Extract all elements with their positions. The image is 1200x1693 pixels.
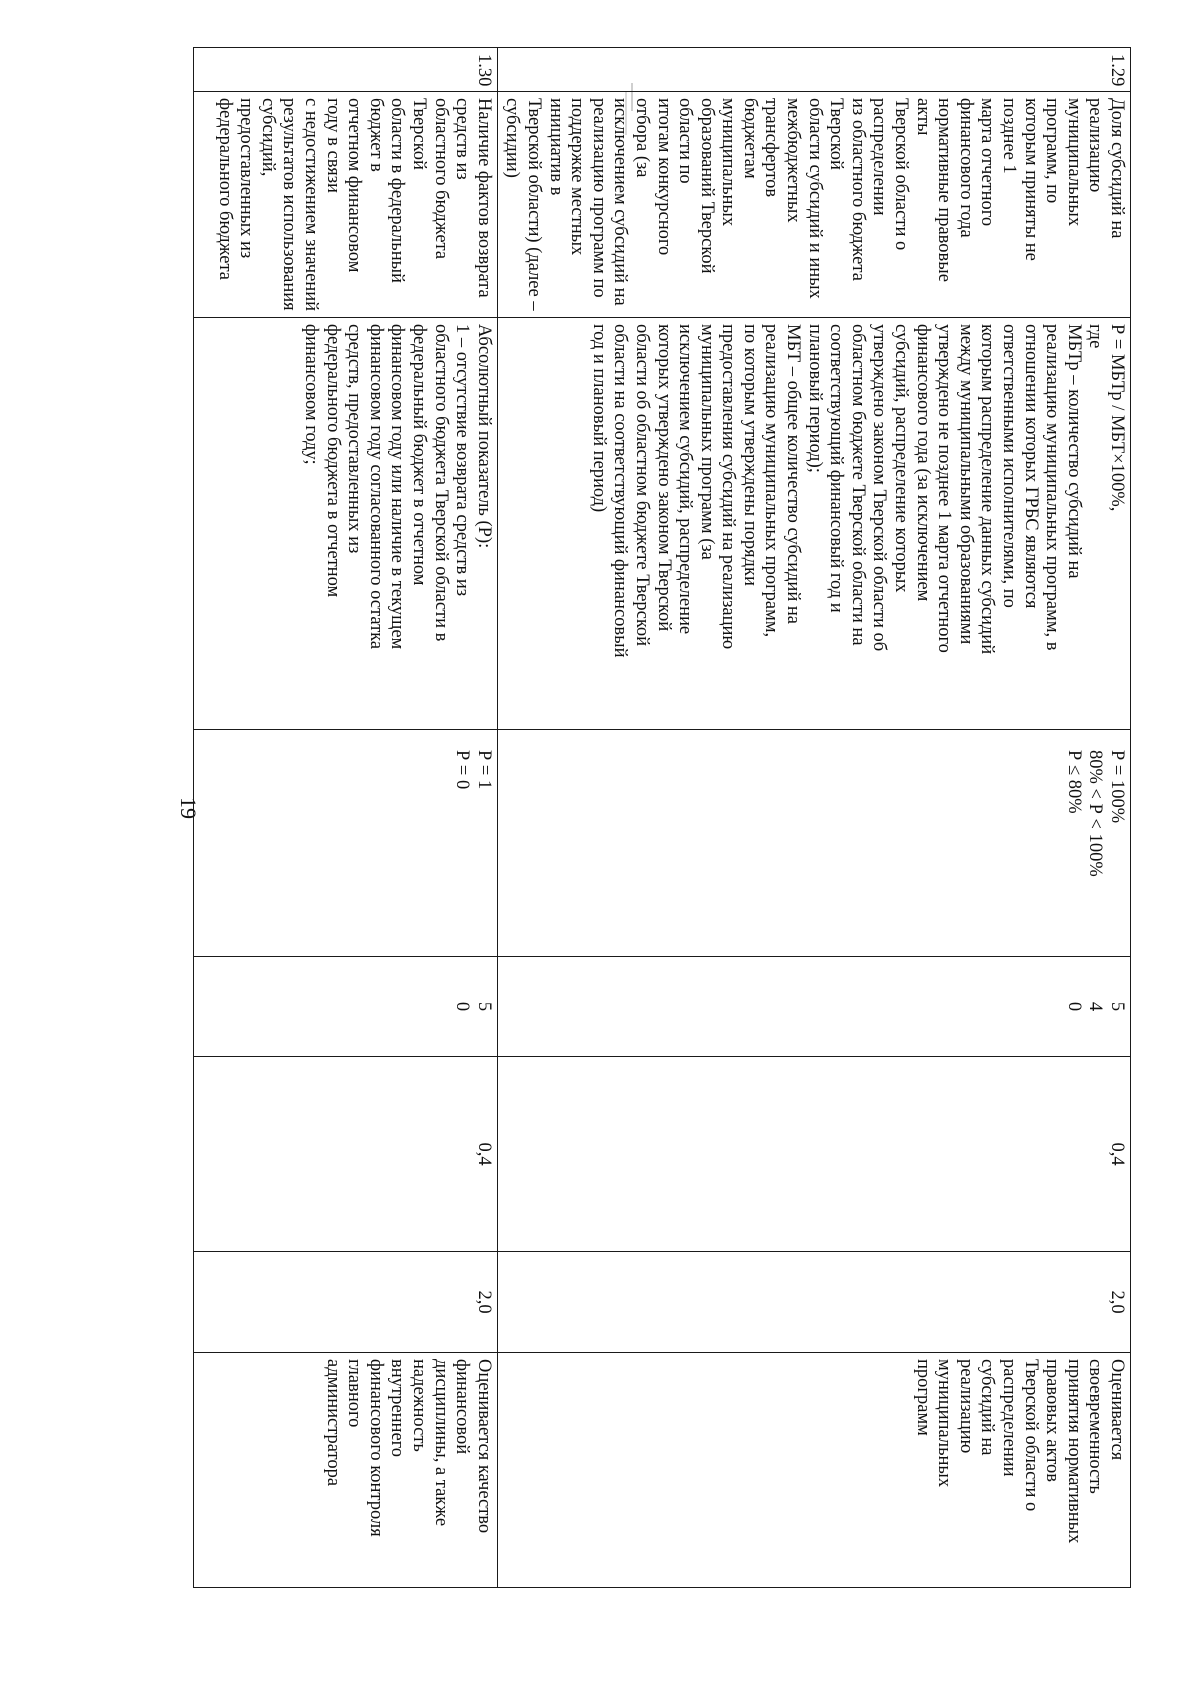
- comment-line: своевременность: [1085, 1359, 1106, 1494]
- comment-line: принятия нормативных: [1063, 1359, 1084, 1544]
- max-score-cell: [193, 1252, 497, 1353]
- indicator-name-line: Тверской области о распределении: [869, 98, 912, 255]
- comment-line: Оценивается качество: [473, 1359, 494, 1534]
- formula-line: субсидий, распределение которых: [891, 324, 912, 593]
- comment-line: финансового контроля: [365, 1359, 386, 1537]
- indicator-name-line: исключением субсидий на: [610, 98, 631, 306]
- comment-line: субсидий на: [977, 1359, 998, 1456]
- formula-line: финансовом году согласованного остатка: [365, 324, 386, 650]
- comment-cell: [193, 1353, 497, 1588]
- indicator-name-line: межбюджетных трансфертов: [761, 98, 804, 228]
- condition-line: Р = 1: [473, 750, 494, 790]
- formula-line: областного бюджета Тверской области в: [430, 324, 451, 642]
- formula-line: федерального бюджета в отчетном: [322, 324, 343, 598]
- weight-value: 0,4: [1107, 1142, 1127, 1166]
- comment-line: внутреннего: [387, 1359, 408, 1458]
- table-row: [497, 48, 1130, 1588]
- formula-line: областном бюджете Тверской области на: [847, 324, 868, 646]
- comment-line: надежность: [409, 1359, 429, 1452]
- indicator-name-line: федерального бюджета: [214, 98, 235, 281]
- formula-line: отношении которых ГРБС являются: [1020, 324, 1041, 609]
- comment-line: Оценивается: [1107, 1359, 1127, 1461]
- formula-line: Р = МБТр / МБТ×100%,: [1107, 324, 1127, 512]
- formula-line: соответствующий финансовый год и: [826, 324, 847, 613]
- comment-line: программ: [912, 1359, 933, 1436]
- formula-cell: [193, 318, 497, 730]
- formula-line: МБТр – количество субсидий на: [1063, 324, 1084, 579]
- indicator-name-line: нормативные правовые акты: [912, 98, 955, 287]
- formula-line: плановый период);: [804, 324, 825, 473]
- weight-cell: [497, 1057, 1130, 1252]
- condition-line-group: [451, 736, 494, 950]
- max-score-value: 2,0: [473, 1290, 494, 1314]
- row-number-cell: [497, 48, 1130, 92]
- indicator-name-line: субсидий, предоставленных из: [236, 98, 278, 259]
- formula-line: год и плановый период): [588, 324, 609, 513]
- indicator-name-line: которым приняты не позднее 1: [999, 98, 1041, 266]
- formula-line: финансовом году или наличие в текущем: [387, 324, 408, 650]
- formula-line: реализацию муниципальных программ, в: [1042, 324, 1063, 651]
- formula-line: по которым утверждены порядки: [739, 324, 760, 586]
- indicator-name-line: Наличие фактов возврата средств из: [452, 98, 494, 303]
- comment-line: реализацию: [955, 1359, 976, 1454]
- comment-line: Тверской области о: [1020, 1359, 1041, 1512]
- formula-line: утверждено не позднее 1 марта отчетного: [934, 324, 955, 653]
- formula-line: исключением субсидий, распределение: [675, 324, 696, 635]
- condition-line: Р = 100%: [1107, 750, 1127, 824]
- formula-line: которых утверждено законом Тверской: [653, 324, 674, 632]
- table-row: [193, 48, 497, 1588]
- indicator-name-cell: [497, 92, 1130, 318]
- comment-cell: [497, 1353, 1130, 1588]
- indicator-name-line: отчетном финансовом году в связи: [322, 98, 365, 278]
- indicator-name-line: областного бюджета Тверской: [409, 98, 451, 264]
- formula-line: ответственными исполнителями, по: [999, 324, 1020, 608]
- page-number: 19: [176, 797, 201, 819]
- score-cell: [497, 957, 1130, 1057]
- condition-cell: [193, 730, 497, 957]
- max-score-cell: [497, 1252, 1130, 1353]
- formula-line: финансовом году;: [301, 324, 322, 465]
- indicator-name-line: субсидии): [502, 98, 523, 178]
- score-line: 0: [452, 1001, 473, 1012]
- indicator-name-line: результатов использования: [279, 98, 300, 311]
- row-number: 1.29: [1107, 54, 1127, 87]
- document-table-frame: [214, 47, 1131, 1587]
- formula-line: области на соответствующий финансовый: [610, 324, 631, 658]
- weight-value: 0,4: [473, 1142, 494, 1166]
- row-number-cell: [193, 48, 497, 92]
- row-number: 1.30: [473, 54, 494, 87]
- score-cell: [193, 957, 497, 1057]
- indicator-name-line: муниципальных программ, по: [1042, 98, 1084, 231]
- condition-line-group: [1062, 736, 1127, 950]
- formula-line: муниципальных программ (за: [696, 324, 717, 560]
- formula-line: финансового года (за исключением: [912, 324, 933, 602]
- indicator-name-line: Доля субсидий на реализацию: [1085, 98, 1127, 244]
- comment-line: распределении: [999, 1359, 1020, 1477]
- formula-line: которым распределение данных субсидий: [977, 324, 998, 655]
- indicator-name-line: с недостижением значений: [301, 98, 322, 312]
- formula-line: где: [1085, 324, 1106, 349]
- indicator-name-line: образований Тверской области по: [675, 98, 717, 279]
- comment-line: дисциплины, а также: [430, 1359, 451, 1527]
- formula-line: области об областном бюджете Тверской: [631, 324, 652, 647]
- indicator-name-line: итогам конкурсного отбора (за: [631, 98, 674, 260]
- weight-cell: [193, 1057, 497, 1252]
- score-line: 5: [1107, 1001, 1127, 1012]
- indicator-name-line: из областного бюджета Тверской: [826, 98, 868, 286]
- formula-line: Абсолютный показатель (Р):: [473, 324, 494, 549]
- formula-line: 1 – отсутствие возврата средств из: [452, 324, 473, 597]
- condition-cell: [497, 730, 1130, 957]
- comment-line: муниципальных: [934, 1359, 955, 1488]
- indicator-name-cell: [193, 92, 497, 318]
- indicator-name-line: реализацию программ по: [588, 98, 609, 298]
- indicator-name-line: Тверской области) (далее –: [523, 98, 544, 311]
- score-line: 0: [1063, 1001, 1084, 1012]
- formula-line: утверждено законом Тверской области об: [869, 324, 890, 652]
- score-line: 4: [1085, 1001, 1106, 1012]
- formula-line: между муниципальными образованиями: [955, 324, 976, 645]
- formula-line: федеральный бюджет в отчетном: [409, 324, 429, 586]
- comment-line: правовых актов: [1042, 1359, 1063, 1483]
- indicator-name-line: области в федеральный бюджет в: [365, 98, 408, 288]
- indicator-name-line: марта отчетного финансового года: [955, 98, 998, 238]
- condition-line: 80% < Р < 100%: [1085, 750, 1106, 877]
- comment-line: администратора: [322, 1359, 343, 1487]
- formula-line: реализацию муниципальных программ,: [761, 324, 782, 638]
- indicator-name-line: области субсидий и иных: [804, 98, 825, 299]
- formula-line: МБТ – общее количество субсидий на: [783, 324, 804, 624]
- indicator-name-line: бюджетам муниципальных: [718, 98, 760, 227]
- condition-line: Р ≤ 80%: [1063, 750, 1084, 814]
- condition-line: Р = 0: [452, 750, 473, 790]
- formula-line: средств, предоставленных из: [344, 324, 365, 554]
- formula-line: предоставления субсидий на реализацию: [718, 324, 739, 650]
- indicator-name-line: поддержке местных инициатив в: [545, 98, 588, 260]
- formula-cell: [497, 318, 1130, 730]
- comment-line: финансовой: [452, 1359, 473, 1455]
- max-score-value: 2,0: [1107, 1290, 1127, 1314]
- comment-line: главного: [344, 1359, 365, 1428]
- indicator-table: [193, 47, 1131, 1588]
- score-line: 5: [473, 1001, 494, 1012]
